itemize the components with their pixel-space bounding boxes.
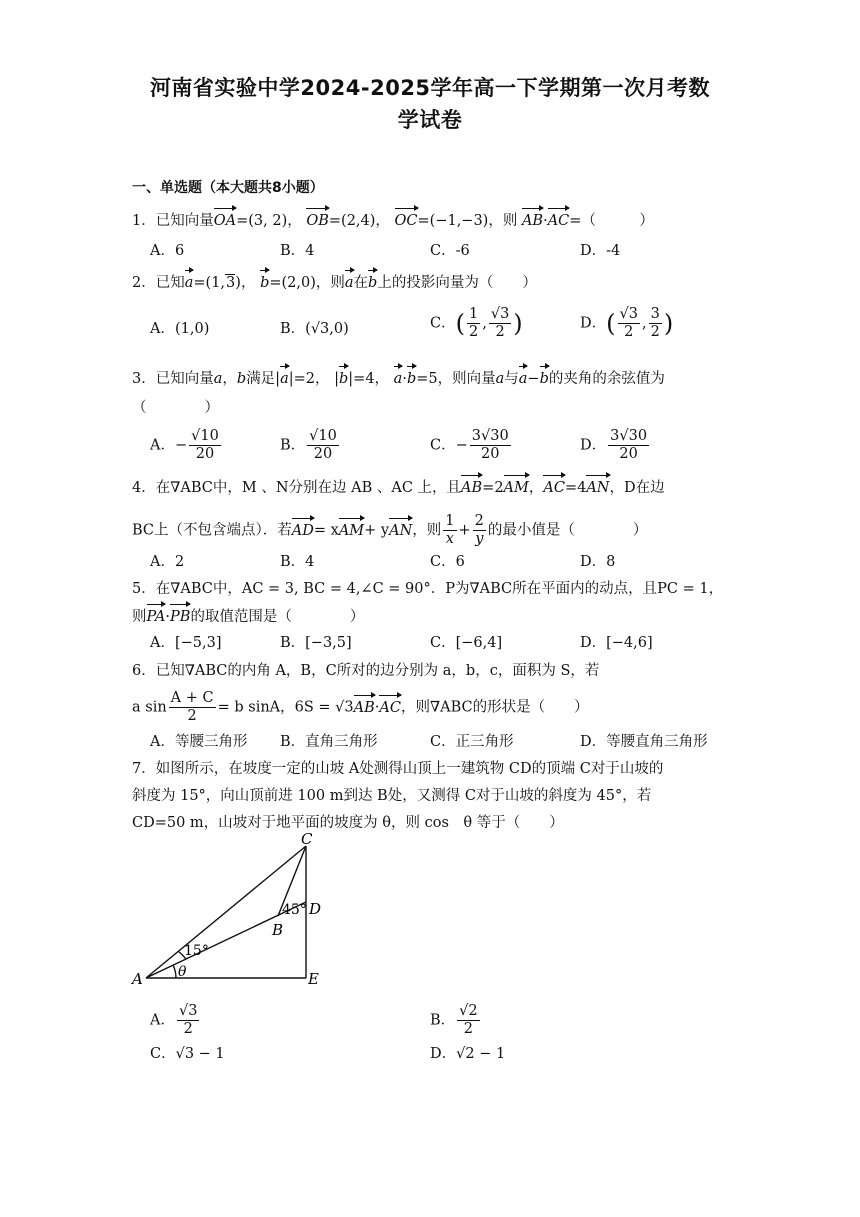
denominator: 2 [468,324,479,340]
option-label: B． [280,321,306,337]
denominator: 20 [313,446,333,462]
question-text: =5，则向量 [416,371,496,387]
fraction [169,690,216,725]
vector-ab: AB [522,210,543,232]
label-b: B [272,921,284,939]
vector-a: a [345,272,354,294]
option-label: C． [430,437,456,454]
page-title-line-1: 河南省实验中学2024-2025学年高一下学期第一次月考数 [149,76,711,100]
denominator: y [475,531,484,547]
numerator: A + C [170,690,214,706]
fraction [470,428,511,463]
denominator: 20 [481,446,500,462]
section-heading: 一、单选题（本大题共8小题） [132,180,324,196]
numerator: 1 [445,513,455,529]
q6-option-c: C．正三角形 [430,734,514,750]
vector-ac: AC [543,477,565,499]
question-5-cont [132,606,364,628]
vector-ac: AC [379,697,401,719]
question-text: |=2， [288,371,330,387]
question-4 [132,477,665,499]
vector-oc-value: =(−1,−3)，则 [417,213,518,229]
numerator: 3√30 [610,428,648,444]
question-number: 1． [132,213,156,229]
question-3-blank: （ ） [132,400,219,416]
question-text: =2 [482,480,504,496]
question-1 [132,210,654,232]
vector-an: AN [389,520,412,542]
sqrt-3: 3 [226,275,236,291]
denominator: 20 [619,446,638,462]
q1-option-b: B．4 [280,243,315,259]
question-text: 则 [132,609,147,625]
denominator: 2 [624,324,634,340]
q3-option-a [150,428,223,463]
vector-b: b [260,272,269,294]
q7-option-c: C．√3 − 1 [150,1046,225,1062]
fraction [608,428,649,463]
question-text: 与 [504,371,519,387]
fraction [467,306,480,341]
vector-oc: OC [395,210,418,232]
denominator: 20 [195,446,215,462]
negative-sign: − [455,437,468,454]
q5-option-d: D．[−4,6] [580,635,653,651]
vector-ab: AB [461,477,482,499]
q5-option-c: C．[−6,4] [430,635,503,651]
vector-a-value-end: )， [235,275,256,291]
question-2 [132,272,537,294]
q7-option-b [430,1003,482,1038]
question-text: a sin [132,699,167,716]
vector-b: b [339,368,348,390]
vector-pb: PB [170,606,190,628]
label-e: E [308,970,319,988]
vector-a: a [495,371,505,387]
option-label: B． [280,437,306,454]
vector-a: a [185,272,194,294]
q2-option-d: D．( $\frac{√3}{2}$ , $\frac{3}{2}$ ) [580,306,674,340]
label-theta: θ [178,964,187,980]
numerator: √3 [619,306,638,322]
fraction [473,513,486,548]
question-text: 已知向量 [155,371,214,387]
question-text: 的最小值是（ ） [487,522,648,539]
numerator: √3 [178,1003,198,1019]
label-angle-15: 15° [184,943,209,959]
question-7-line-1: 7．如图所示，在坡度一定的山坡 A处测得山顶上一建筑物 CD的顶端 C对于山坡的 [132,761,664,777]
fraction [618,306,640,341]
question-text: ，则∇ABC的形状是（ ） [400,699,589,716]
negative-sign: − [174,437,188,454]
q1-option-d: D．-4 [580,243,621,259]
question-text: 已知∇ABC的内角 A，B，C所对的边分别为 a，b，c，面积为 S，若 [155,663,600,679]
label-angle-45: 45° [282,902,307,918]
question-text: 的夹角的余弦值为 [548,371,665,387]
option-label: D． [580,437,607,454]
question-text: 的取值范围是（ ） [190,609,365,625]
option-label: A． [150,321,175,337]
question-text: 已知 [155,275,185,291]
denominator: 2 [495,324,505,340]
vector-a-value: =(1, [193,275,226,291]
vector-am: AM [339,520,364,542]
question-3: 3．已知向量a，b满足|a|=2， |b|=4， a·b=5，则向量a与a−b的夹角的余弦值为 [132,368,665,390]
denominator: x [445,531,454,547]
numerator: √10 [309,428,337,444]
q2-option-b [280,318,349,340]
fraction [189,428,221,463]
fraction [443,513,456,548]
label-d: D [309,900,322,918]
question-text: ，则 [412,522,442,539]
option-label: B． [430,1012,456,1029]
question-text: ， [528,480,544,496]
question-5 [132,578,723,600]
q2-option-a [150,318,209,340]
question-text: = x [313,522,339,539]
vector-a: a [213,371,223,387]
answer-blank: =（ ） [569,213,654,229]
question-text: ，D在边 [609,480,665,496]
vector-b: b [407,368,416,390]
question-text: + y [364,522,390,539]
page-title-line-2: 学试卷 [397,108,463,132]
vector-ob: OB [306,210,329,232]
question-number: 4． [132,480,156,496]
vector-b-value: =(2,0)，则 [269,275,345,291]
question-text: = b sinA，6S = √3 [217,699,354,716]
q4-option-b: B．4 [280,554,315,570]
q3-option-d [580,428,651,463]
q5-option-a: A．[−5,3] [150,635,222,651]
vector-a: a [280,368,289,390]
numerator: 3 [650,306,660,322]
fraction [489,306,511,341]
q7-option-a [150,1003,201,1038]
question-number: 6． [132,663,156,679]
minus-operator: − [527,371,540,387]
vector-am: AM [504,477,529,499]
question-text: |=4， [348,371,390,387]
dot-operator: · [402,371,407,387]
dot-operator: · [165,609,171,625]
q6-option-a: A．等腰三角形 [150,734,248,750]
q6-option-b: B．直角三角形 [280,734,378,750]
q7-option-d: D．√2 − 1 [430,1046,506,1062]
q4-option-a: A．2 [150,554,185,570]
vector-a: a [394,368,403,390]
numerator: 3√30 [471,428,509,444]
q1-option-a: A．6 [150,243,185,259]
q4-option-d: D．8 [580,554,616,570]
question-text: BC上（不包含端点）．若 [132,522,292,539]
question-text: M 、N分别在边 AB 、AC 上，且 [241,480,462,496]
numerator: √10 [191,428,219,444]
label-c: C [301,832,313,848]
option-label: A． [150,437,175,454]
question-7-line-2: 斜度为 15°，向山顶前进 100 m到达 B处，又测得 C对于山坡的斜度为 45°，若 [132,788,652,804]
vector-b: b [540,368,549,390]
option-label: D． [580,315,607,332]
label-a: A [132,970,143,988]
option-label: C． [430,315,456,332]
question-text: 在 [353,275,369,291]
q3-option-b [280,428,341,463]
denominator: 2 [463,1021,473,1037]
denominator: 2 [650,324,660,340]
fraction [307,428,339,463]
question-text: 在∇ABC中，AC = 3, BC = 4,∠C = 90°．P为∇ABC所在平面内的动点，且PC = 1， [155,581,724,597]
question-6-cont [132,690,589,725]
q1-option-c: C．-6 [430,243,470,259]
vector-oa-value: =(3, 2)， [236,213,302,229]
vector-oa: OA [214,210,236,232]
vector-b: b [236,371,247,387]
option-value: (1,0) [174,321,210,337]
q4-option-c: C．6 [430,554,465,570]
question-4-cont [132,513,647,548]
question-number: 3． [132,371,156,387]
vector-an: AN [586,477,609,499]
question-6 [132,660,599,682]
option-label: A． [150,1012,175,1029]
question-number: 5． [132,581,156,597]
theta-arc [173,965,176,978]
numerator: √3 [490,306,510,322]
numerator: √2 [459,1003,478,1019]
q5-option-b: B．[−3,5] [280,635,352,651]
q2-option-c: C．( $\frac{1}{2}$ , $\frac{√3}{2}$ ) [430,306,523,340]
vector-ad: AD [292,520,314,542]
vector-pa: PA [147,606,166,628]
fraction [649,306,662,341]
question-number: 2． [132,275,156,291]
vector-a: a [519,368,528,390]
q3-option-c [430,428,513,463]
denominator: 2 [183,1021,193,1037]
question-text: 在∇ABC中， [155,480,242,496]
fraction [457,1003,479,1038]
option-value: (√3,0) [305,321,349,337]
dot-operator: · [374,699,380,716]
vector-ab: AB [354,697,375,719]
vector-b: b [368,272,377,294]
plus-operator: + [458,522,471,539]
question-text: 满足| [246,371,281,387]
numerator: 2 [474,513,484,529]
vector-ob-value: =(2,4)， [328,213,390,229]
vector-ac: AC [548,210,570,232]
dot-operator: · [543,213,548,229]
question-text: =4 [564,480,587,496]
question-text: ， [222,371,237,387]
slope-figure [128,832,328,997]
fraction [177,1003,199,1038]
question-text: 已知向量 [155,213,214,229]
numerator: 1 [468,306,479,322]
denominator: 2 [187,708,197,724]
question-7-line-3: CD=50 m，山坡对于地平面的坡度为 θ，则 cos θ 等于（ ） [132,815,564,831]
question-text: 上的投影向量为（ ） [377,275,537,291]
q6-option-d: D．等腰直角三角形 [580,734,708,750]
